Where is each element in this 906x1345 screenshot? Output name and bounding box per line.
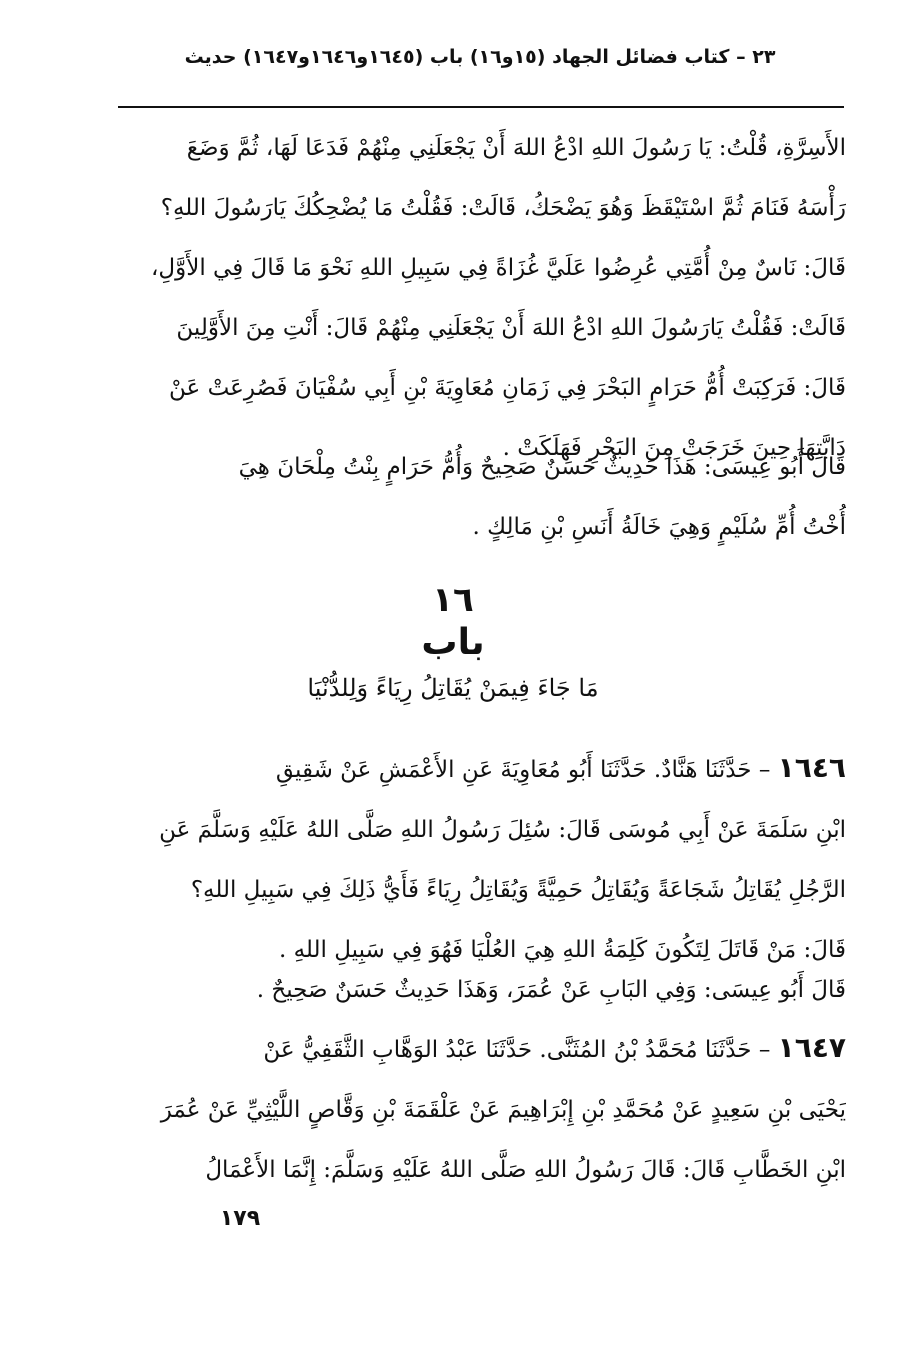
text-line: ابْنِ الخَطَّابِ قَالَ: قَالَ رَسُولُ اللهِ صَلَّى اللهُ عَلَيْهِ وَسَلَّمَ: إِنَّمَا الأَعْمَالُ xyxy=(205,1157,846,1183)
hadith-number: ١٦٤٧ xyxy=(777,1031,846,1064)
page-number: ١٧٩ xyxy=(219,1206,261,1231)
text-line: قَالَ أَبُو عِيسَى: هَذَا حَدِيثٌ حَسَنٌ صَحِيحٌ وَأُمُّ حَرَامٍ بِنْتُ مِلْحَانَ هِيَ xyxy=(238,454,846,480)
hadith-1646 xyxy=(118,738,846,980)
abu-isa-note-2 xyxy=(118,960,846,1020)
abu-isa-note xyxy=(118,437,846,557)
text-line: يَحْيَى بْنِ سَعِيدٍ عَنْ مُحَمَّدِ بْنِ إِبْرَاهِيمَ عَنْ عَلْقَمَةَ بْنِ وَقَّاصٍ اللَّيْثِيِّ عَنْ عُمَرَ xyxy=(160,1097,846,1123)
text-line: قَالَ: فَرَكِبَتْ أُمُّ حَرَامٍ البَحْرَ فِي زَمَانِ مُعَاوِيَةَ بْنِ أَبِي سُفْيَانَ فَصُرِعَتْ عَنْ xyxy=(169,375,846,401)
paragraph-continuation xyxy=(118,118,846,478)
chapter-title: مَا جَاءَ فِيمَنْ يُقَاتِلُ رِيَاءً وَلِلدُّنْيَا xyxy=(307,674,599,702)
chapter-heading: باب xyxy=(421,622,485,663)
text-line xyxy=(118,738,846,800)
hadith-number: ١٦٤٦ xyxy=(777,751,846,784)
header-rule xyxy=(118,106,844,108)
running-header: ٢٣ – كتاب فضائل الجهاد (١٥و١٦) باب (١٦٤٥و١٦٤٦و١٦٤٧) حديث xyxy=(184,46,776,68)
text-line: دَابَّتِهَا حِينَ خَرَجَتْ مِنَ البَحْرِ فَهَلَكَتْ . xyxy=(502,435,846,461)
text-line xyxy=(118,1018,846,1080)
text-line: أُخْتُ أُمِّ سُلَيْمٍ وَهِيَ خَالَةُ أَنَسِ بْنِ مَالِكٍ . xyxy=(472,514,846,540)
text-line: رَأْسَهُ فَنَامَ ثُمَّ اسْتَيْقَظَ وَهُوَ يَضْحَكُ، قَالَتْ: فَقُلْتُ مَا يُضْحِكُكَ يَارَسُولَ اللهِ؟ xyxy=(160,195,846,221)
text-line: قَالَ أَبُو عِيسَى: وَفِي البَابِ عَنْ عُمَرَ، وَهَذَا حَدِيثٌ حَسَنٌ صَحِيحٌ . xyxy=(256,977,846,1003)
text-line: قَالَ: نَاسٌ مِنْ أُمَّتِي عُرِضُوا عَلَيَّ غُزَاةً فِي سَبِيلِ اللهِ نَحْوَ مَا قَالَ فِي الأَوَّلِ، xyxy=(151,255,846,281)
text-line: قَالَ: مَنْ قَاتَلَ لِتَكُونَ كَلِمَةُ اللهِ هِيَ العُلْيَا فَهُوَ فِي سَبِيلِ اللهِ . xyxy=(278,937,846,963)
text-line: الرَّجُلِ يُقَاتِلُ شَجَاعَةً وَيُقَاتِلُ حَمِيَّةً وَيُقَاتِلُ رِيَاءً فَأَيُّ ذَلِكَ فِي سَبِيلِ اللهِ؟ xyxy=(190,877,846,903)
hadith-text: – حَدَّثَنَا مُحَمَّدُ بْنُ المُثَنَّى. حَدَّثَنَا عَبْدُ الوَهَّابِ الثَّقَفِيُّ عَنْ xyxy=(263,1037,771,1063)
hadith-text: – حَدَّثَنَا هَنَّادٌ. حَدَّثَنَا أَبُو مُعَاوِيَةَ عَنِ الأَعْمَشِ عَنْ شَقِيقِ xyxy=(275,757,771,783)
text-line: الأَسِرَّةِ، قُلْتُ: يَا رَسُولَ اللهِ ادْعُ اللهَ أَنْ يَجْعَلَنِي مِنْهُمْ فَدَعَا لَهَا، ثُمَّ وَضَعَ xyxy=(186,135,846,161)
text-line: قَالَتْ: فَقُلْتُ يَارَسُولَ اللهِ ادْعُ اللهَ أَنْ يَجْعَلَنِي مِنْهُمْ قَالَ: أَنْتِ مِنَ الأَوَّلِينَ xyxy=(176,315,846,341)
chapter-number: ١٦ xyxy=(432,580,474,620)
text-line: ابْنِ سَلَمَةَ عَنْ أَبِي مُوسَى قَالَ: سُئِلَ رَسُولُ اللهِ صَلَّى اللهُ عَلَيْهِ وَسَلَّمَ عَنِ xyxy=(159,817,846,843)
hadith-1647 xyxy=(118,1018,846,1200)
